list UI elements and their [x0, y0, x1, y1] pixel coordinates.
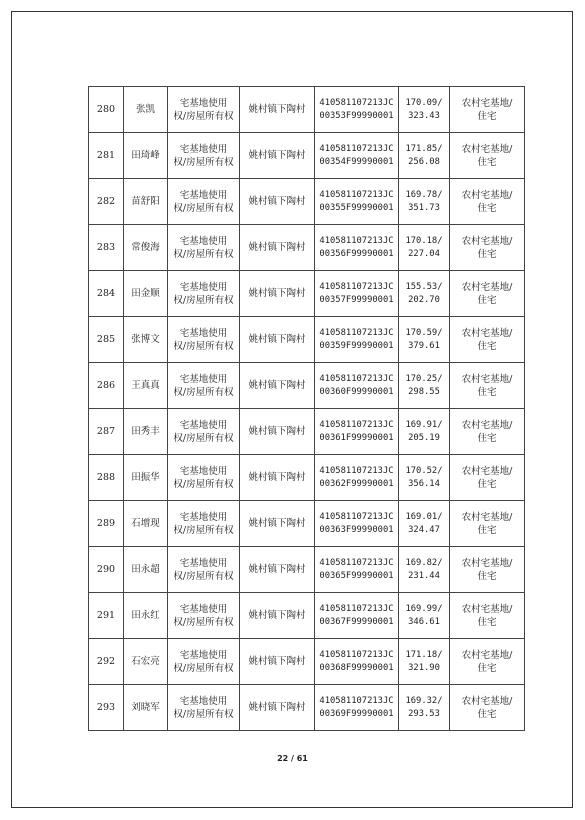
row-number-cell: 293 [89, 685, 124, 731]
right-type-cell: 宅基地使用 权/房屋所有权 [168, 547, 240, 593]
location-cell: 姚村镇下陶村 [240, 225, 315, 271]
area-cell: 169.82/ 231.44 [399, 547, 450, 593]
table-row [89, 317, 525, 363]
table-row [89, 409, 525, 455]
page-number: 22 / 61 [277, 754, 308, 763]
right-type-cell: 宅基地使用 权/房屋所有权 [168, 363, 240, 409]
right-type-cell: 宅基地使用 权/房屋所有权 [168, 271, 240, 317]
land-use-cell: 农村宅基地/ 住宅 [450, 409, 525, 455]
table-row [89, 639, 525, 685]
row-number-cell: 280 [89, 87, 124, 133]
owner-name-cell: 田秀丰 [124, 409, 168, 455]
table-row [89, 225, 525, 271]
land-use-cell: 农村宅基地/ 住宅 [450, 547, 525, 593]
right-type-cell: 宅基地使用 权/房屋所有权 [168, 455, 240, 501]
owner-name-cell: 田永超 [124, 547, 168, 593]
owner-name-cell: 王真真 [124, 363, 168, 409]
area-cell: 171.85/ 256.08 [399, 133, 450, 179]
right-type-cell: 宅基地使用 权/房屋所有权 [168, 179, 240, 225]
row-number-cell: 284 [89, 271, 124, 317]
table-row [89, 685, 525, 731]
parcel-code-cell: 410581107213JC 00360F99990001 [315, 363, 399, 409]
location-cell: 姚村镇下陶村 [240, 133, 315, 179]
parcel-code-cell: 410581107213JC 00365F99990001 [315, 547, 399, 593]
table-row [89, 593, 525, 639]
owner-name-cell: 常俊海 [124, 225, 168, 271]
right-type-cell: 宅基地使用 权/房屋所有权 [168, 87, 240, 133]
location-cell: 姚村镇下陶村 [240, 87, 315, 133]
location-cell: 姚村镇下陶村 [240, 455, 315, 501]
registry-table-body [89, 87, 525, 731]
row-number-cell: 283 [89, 225, 124, 271]
area-cell: 171.18/ 321.90 [399, 639, 450, 685]
right-type-cell: 宅基地使用 权/房屋所有权 [168, 639, 240, 685]
parcel-code-cell: 410581107213JC 00356F99990001 [315, 225, 399, 271]
area-cell: 155.53/ 202.70 [399, 271, 450, 317]
area-cell: 169.78/ 351.73 [399, 179, 450, 225]
location-cell: 姚村镇下陶村 [240, 409, 315, 455]
area-cell: 170.52/ 356.14 [399, 455, 450, 501]
land-use-cell: 农村宅基地/ 住宅 [450, 317, 525, 363]
row-number-cell: 288 [89, 455, 124, 501]
parcel-code-cell: 410581107213JC 00354F99990001 [315, 133, 399, 179]
owner-name-cell: 田金顺 [124, 271, 168, 317]
land-use-cell: 农村宅基地/ 住宅 [450, 455, 525, 501]
parcel-code-cell: 410581107213JC 00361F99990001 [315, 409, 399, 455]
owner-name-cell: 石宏亮 [124, 639, 168, 685]
land-use-cell: 农村宅基地/ 住宅 [450, 133, 525, 179]
table-row [89, 179, 525, 225]
right-type-cell: 宅基地使用 权/房屋所有权 [168, 225, 240, 271]
location-cell: 姚村镇下陶村 [240, 593, 315, 639]
row-number-cell: 281 [89, 133, 124, 179]
table-row [89, 547, 525, 593]
land-use-cell: 农村宅基地/ 住宅 [450, 271, 525, 317]
area-cell: 170.18/ 227.04 [399, 225, 450, 271]
right-type-cell: 宅基地使用 权/房屋所有权 [168, 133, 240, 179]
parcel-code-cell: 410581107213JC 00363F99990001 [315, 501, 399, 547]
owner-name-cell: 石增现 [124, 501, 168, 547]
table-row [89, 363, 525, 409]
owner-name-cell: 苗舒阳 [124, 179, 168, 225]
land-use-cell: 农村宅基地/ 住宅 [450, 593, 525, 639]
owner-name-cell: 张博文 [124, 317, 168, 363]
registry-table [88, 86, 525, 731]
location-cell: 姚村镇下陶村 [240, 179, 315, 225]
table-row [89, 87, 525, 133]
area-cell: 170.25/ 298.55 [399, 363, 450, 409]
parcel-code-cell: 410581107213JC 00353F99990001 [315, 87, 399, 133]
row-number-cell: 286 [89, 363, 124, 409]
area-cell: 170.59/ 379.61 [399, 317, 450, 363]
table-row [89, 271, 525, 317]
land-use-cell: 农村宅基地/ 住宅 [450, 225, 525, 271]
right-type-cell: 宅基地使用 权/房屋所有权 [168, 593, 240, 639]
table-row [89, 133, 525, 179]
land-use-cell: 农村宅基地/ 住宅 [450, 685, 525, 731]
area-cell: 169.91/ 205.19 [399, 409, 450, 455]
location-cell: 姚村镇下陶村 [240, 317, 315, 363]
land-use-cell: 农村宅基地/ 住宅 [450, 501, 525, 547]
owner-name-cell: 田琦峰 [124, 133, 168, 179]
owner-name-cell: 田永红 [124, 593, 168, 639]
location-cell: 姚村镇下陶村 [240, 547, 315, 593]
table-row [89, 455, 525, 501]
parcel-code-cell: 410581107213JC 00368F99990001 [315, 639, 399, 685]
parcel-code-cell: 410581107213JC 00359F99990001 [315, 317, 399, 363]
row-number-cell: 282 [89, 179, 124, 225]
land-use-cell: 农村宅基地/ 住宅 [450, 179, 525, 225]
row-number-cell: 290 [89, 547, 124, 593]
owner-name-cell: 刘晓军 [124, 685, 168, 731]
parcel-code-cell: 410581107213JC 00362F99990001 [315, 455, 399, 501]
location-cell: 姚村镇下陶村 [240, 685, 315, 731]
right-type-cell: 宅基地使用 权/房屋所有权 [168, 409, 240, 455]
parcel-code-cell: 410581107213JC 00369F99990001 [315, 685, 399, 731]
right-type-cell: 宅基地使用 权/房屋所有权 [168, 317, 240, 363]
area-cell: 170.09/ 323.43 [399, 87, 450, 133]
row-number-cell: 291 [89, 593, 124, 639]
area-cell: 169.01/ 324.47 [399, 501, 450, 547]
owner-name-cell: 田振华 [124, 455, 168, 501]
area-cell: 169.99/ 346.61 [399, 593, 450, 639]
parcel-code-cell: 410581107213JC 00355F99990001 [315, 179, 399, 225]
land-use-cell: 农村宅基地/ 住宅 [450, 363, 525, 409]
land-use-cell: 农村宅基地/ 住宅 [450, 87, 525, 133]
right-type-cell: 宅基地使用 权/房屋所有权 [168, 501, 240, 547]
location-cell: 姚村镇下陶村 [240, 639, 315, 685]
row-number-cell: 292 [89, 639, 124, 685]
row-number-cell: 289 [89, 501, 124, 547]
owner-name-cell: 张凯 [124, 87, 168, 133]
area-cell: 169.32/ 293.53 [399, 685, 450, 731]
location-cell: 姚村镇下陶村 [240, 501, 315, 547]
row-number-cell: 287 [89, 409, 124, 455]
parcel-code-cell: 410581107213JC 00367F99990001 [315, 593, 399, 639]
table-row [89, 501, 525, 547]
row-number-cell: 285 [89, 317, 124, 363]
parcel-code-cell: 410581107213JC 00357F99990001 [315, 271, 399, 317]
location-cell: 姚村镇下陶村 [240, 363, 315, 409]
land-use-cell: 农村宅基地/ 住宅 [450, 639, 525, 685]
location-cell: 姚村镇下陶村 [240, 271, 315, 317]
right-type-cell: 宅基地使用 权/房屋所有权 [168, 685, 240, 731]
